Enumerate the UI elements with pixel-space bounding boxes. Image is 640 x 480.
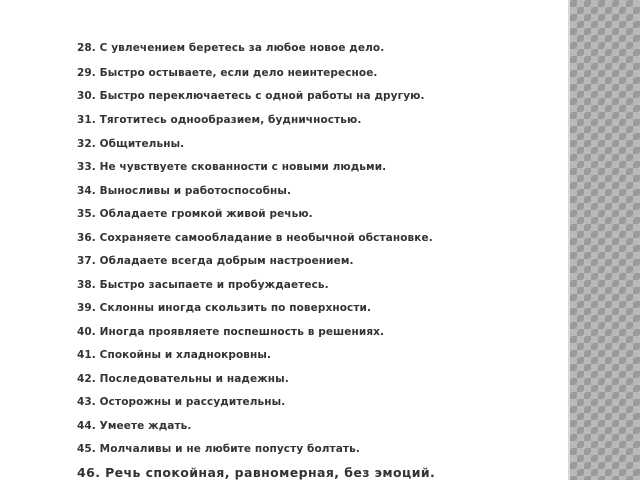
list-item: 29. Быстро остываете, если дело неинтересное. xyxy=(77,67,378,79)
list-item: 42. Последовательны и надежны. xyxy=(77,373,289,385)
list-item: 44. Умеете ждать. xyxy=(77,420,192,432)
list-item: 38. Быстро засыпаете и пробуждаетесь. xyxy=(77,279,329,291)
list-item: 39. Склонны иногда скользить по поверхности. xyxy=(77,302,372,314)
list-item: 35. Обладаете громкой живой речью. xyxy=(77,208,313,220)
decorative-pattern-strip xyxy=(570,0,640,480)
list-item: 36. Сохраняете самообладание в необычной обстановке. xyxy=(77,232,433,244)
list-item: 30. Быстро переключаетесь с одной работы на другую. xyxy=(77,90,425,102)
list-item: 32. Общительны. xyxy=(77,138,185,150)
list-item: 34. Выносливы и работоспособны. xyxy=(77,185,292,197)
list-item: 45. Молчаливы и не любите попусту болтать. xyxy=(77,443,360,455)
list-item: 33. Не чувствуете скованности с новыми людьми. xyxy=(77,161,387,173)
list-item: 41. Спокойны и хладнокровны. xyxy=(77,349,272,361)
list-item: 28. С увлечением беретесь за любое новое дело. xyxy=(77,42,385,54)
list-item: 46. Речь спокойная, равномерная, без эмоций. xyxy=(77,465,436,480)
list-item: 43. Осторожны и рассудительны. xyxy=(77,396,286,408)
list-item: 40. Иногда проявляете поспешность в решениях. xyxy=(77,326,385,338)
list-item: 31. Тяготитесь однообразием, будничностью. xyxy=(77,114,362,126)
list-item: 37. Обладаете всегда добрым настроением. xyxy=(77,255,354,267)
